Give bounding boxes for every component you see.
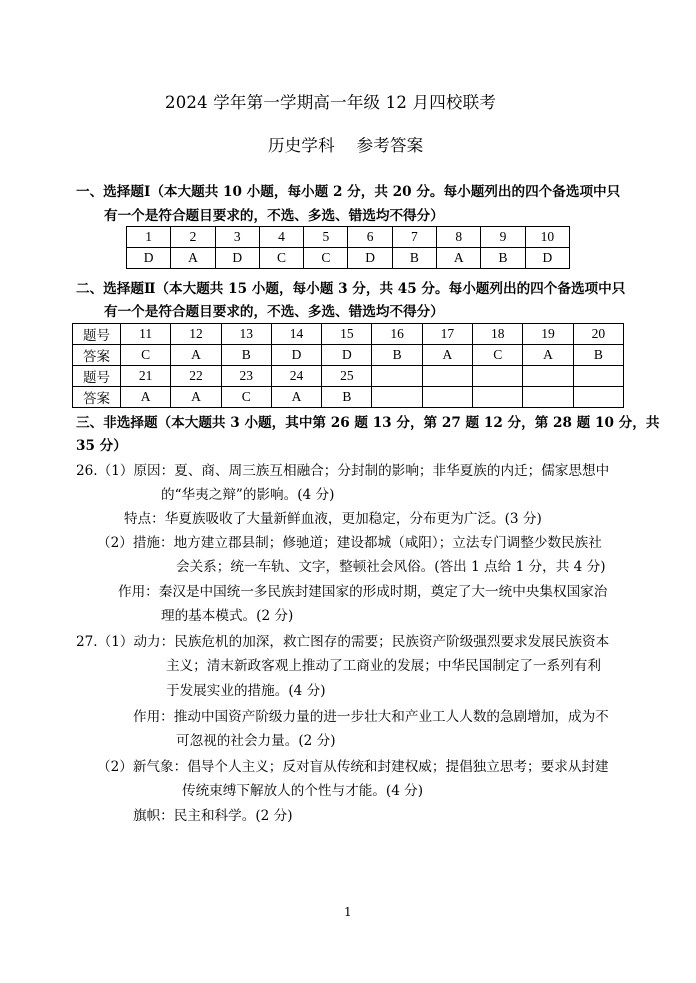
- table-cell: A: [523, 345, 573, 366]
- q27-line6: （2）新气象：倡导个人主义；反对盲从传统和封建权威；提倡独立思考；要求从封建: [97, 759, 609, 775]
- table-cell: [573, 366, 623, 387]
- table-cell: C: [473, 345, 523, 366]
- table-cell: [523, 366, 573, 387]
- table-cell: 8: [437, 227, 481, 248]
- table-cell: 7: [392, 227, 436, 248]
- table-cell: 12: [171, 324, 221, 345]
- table-cell: B: [322, 387, 372, 408]
- q26-line4: （2）措施：地方建立郡县制；修驰道；建设都城（咸阳）；立法专门调整少数民族社: [97, 535, 602, 551]
- section1-answer-table: [126, 226, 570, 269]
- table-cell: A: [271, 387, 321, 408]
- table-cell: 15: [322, 324, 372, 345]
- table-cell: 3: [215, 227, 259, 248]
- table-cell: 24: [271, 366, 321, 387]
- page-subtitle: 历史学科 参考答案: [268, 136, 424, 155]
- table-cell: 19: [523, 324, 573, 345]
- q26-line6: 作用：秦汉是中国统一多民族封建国家的形成时期，奠定了大一统中央集权国家治: [118, 584, 608, 600]
- table-cell: D: [215, 248, 259, 269]
- table-cell: B: [221, 345, 271, 366]
- table-cell: [573, 387, 623, 408]
- table-cell: 22: [171, 366, 221, 387]
- page-number: 1: [344, 905, 352, 919]
- table-row: [73, 366, 624, 387]
- table-cell: [473, 387, 523, 408]
- q27-line3: 于发展实业的措施。(4 分): [166, 683, 326, 699]
- table-cell: [422, 387, 472, 408]
- table-row: [127, 248, 570, 269]
- table-cell: A: [171, 345, 221, 366]
- table-cell: 6: [348, 227, 392, 248]
- table-cell: D: [322, 345, 372, 366]
- table-cell: B: [372, 345, 422, 366]
- q26-line1: 26.（1）原因：夏、商、周三族互相融合；分封制的影响；非华夏族的内迁；儒家思想中: [76, 463, 610, 479]
- table-cell: [372, 387, 422, 408]
- table-cell: 10: [525, 227, 569, 248]
- q26-line7: 理的基本模式。(2 分): [161, 608, 294, 624]
- table-cell: 4: [259, 227, 303, 248]
- table-cell: C: [221, 387, 271, 408]
- section3-heading-line2: 35 分）: [76, 438, 127, 454]
- table-cell: [372, 366, 422, 387]
- q27-line5: 可忽视的社会力量。(2 分): [176, 733, 336, 749]
- q27-line2: 主义；清末新政客观上推动了工商业的发展；中华民国制定了一系列有利: [166, 658, 601, 674]
- table-row: [73, 345, 624, 366]
- q27-line7: 传统束缚下解放人的个性与才能。(4 分): [182, 783, 424, 799]
- table-cell: B: [392, 248, 436, 269]
- q27-line8: 旗帜：民主和科学。(2 分): [133, 808, 293, 824]
- table-cell: 11: [121, 324, 171, 345]
- section2-answer-table: [72, 323, 624, 408]
- table-cell: [473, 366, 523, 387]
- table-cell: A: [171, 387, 221, 408]
- table-cell: 14: [271, 324, 321, 345]
- q27-line1: 27.（1）动力：民族危机的加深，救亡图存的需要；民族资产阶级强烈要求发展民族资本: [76, 634, 610, 650]
- q27-line4: 作用：推动中国资产阶级力量的进一步壮大和产业工人人数的急剧增加，成为不: [133, 709, 609, 725]
- table-cell: C: [259, 248, 303, 269]
- table-row: [73, 387, 624, 408]
- section1-heading-line2: 有一个是符合题目要求的，不选、多选、错选均不得分）: [104, 208, 444, 224]
- table-cell: [422, 366, 472, 387]
- table-cell: D: [348, 248, 392, 269]
- q26-line2: 的“华夷之辩”的影响。(4 分): [161, 487, 335, 503]
- table-cell: [523, 387, 573, 408]
- table-cell: D: [271, 345, 321, 366]
- section3-heading-line1: 三、非选择题（本大题共 3 小题，其中第 26 题 13 分，第 27 题 12 分，第 28 题 10 分，共: [76, 415, 660, 431]
- table-cell: 5: [304, 227, 348, 248]
- table-cell: 21: [121, 366, 171, 387]
- table-cell: C: [304, 248, 348, 269]
- table-cell: D: [127, 248, 171, 269]
- row-label: 答案: [73, 345, 121, 366]
- table-row: [73, 324, 624, 345]
- q26-line5: 会关系；统一车轨、文字，整顿社会风俗。(答出 1 点给 1 分，共 4 分): [176, 559, 606, 575]
- table-cell: B: [573, 345, 623, 366]
- table-cell: 1: [127, 227, 171, 248]
- row-label: 题号: [73, 366, 121, 387]
- row-label: 题号: [73, 324, 121, 345]
- table-cell: A: [171, 248, 215, 269]
- table-row: [127, 227, 570, 248]
- table-cell: A: [121, 387, 171, 408]
- table-cell: 9: [481, 227, 525, 248]
- table-cell: D: [525, 248, 569, 269]
- table-cell: A: [422, 345, 472, 366]
- table-cell: 23: [221, 366, 271, 387]
- table-cell: 17: [422, 324, 472, 345]
- table-cell: A: [437, 248, 481, 269]
- table-cell: 20: [573, 324, 623, 345]
- table-cell: B: [481, 248, 525, 269]
- row-label: 答案: [73, 387, 121, 408]
- table-cell: C: [121, 345, 171, 366]
- section2-heading-line2: 有一个是符合题目要求的，不选、多选、错选均不得分）: [104, 304, 444, 320]
- section1-heading-line1: 一、选择题Ⅰ（本大题共 10 小题，每小题 2 分，共 20 分。每小题列出的四个备选项中只: [76, 184, 621, 200]
- table-cell: 13: [221, 324, 271, 345]
- table-cell: 25: [322, 366, 372, 387]
- table-cell: 16: [372, 324, 422, 345]
- page-title: 2024 学年第一学期高一年级 12 月四校联考: [165, 93, 497, 112]
- table-cell: 18: [473, 324, 523, 345]
- q26-line3: 特点：华夏族吸收了大量新鲜血液，更加稳定，分布更为广泛。(3 分): [124, 511, 542, 527]
- section2-heading-line1: 二、选择题Ⅱ（本大题共 15 小题，每小题 3 分，共 45 分。每小题列出的四个备选项中只: [76, 281, 626, 297]
- table-cell: 2: [171, 227, 215, 248]
